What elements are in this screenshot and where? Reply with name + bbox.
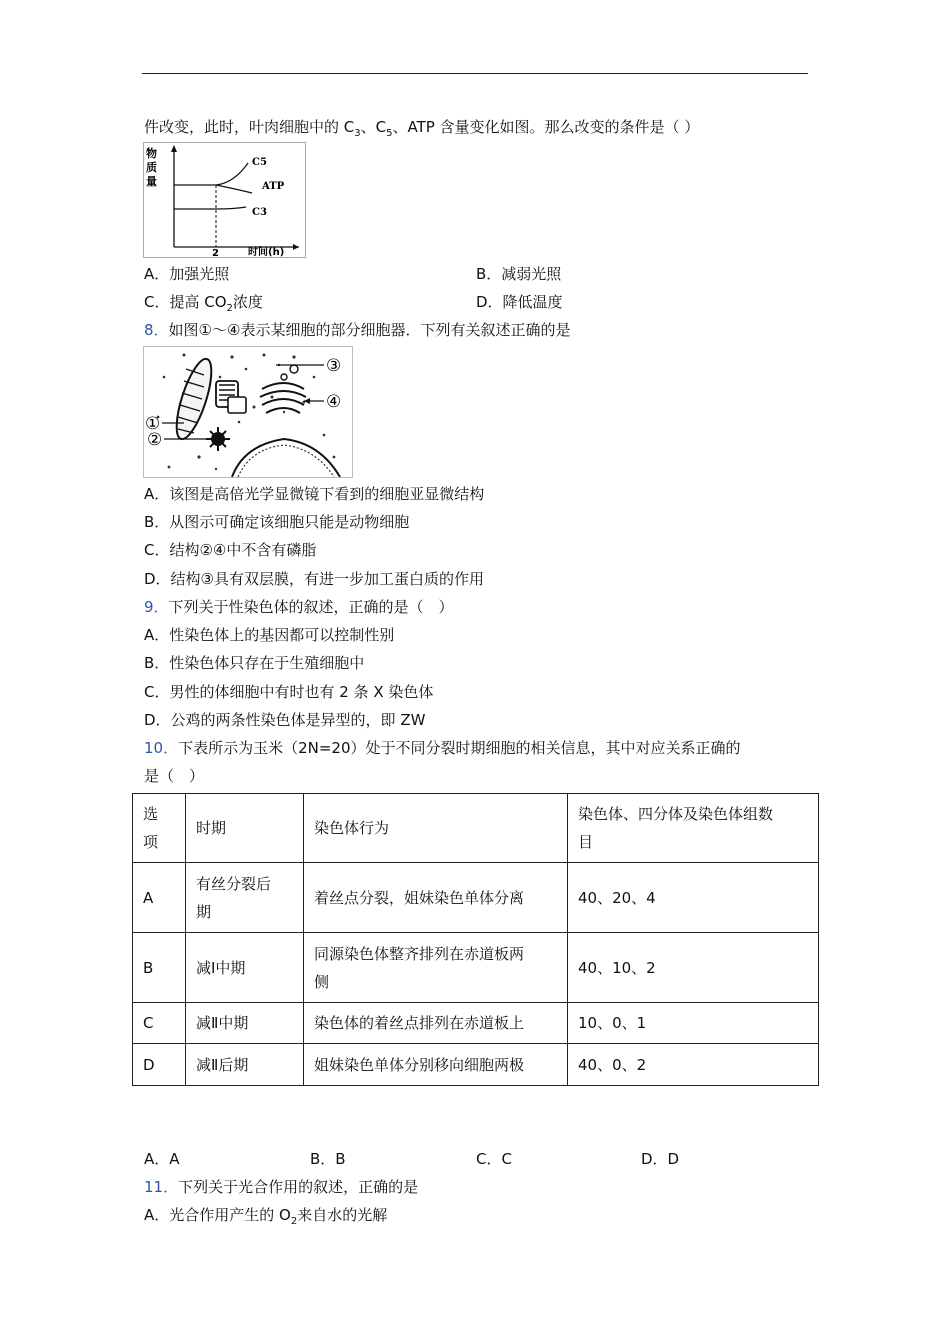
q11-option-a[interactable]: A．光合作用产生的 $O_2$来自水的光解	[144, 1206, 388, 1227]
q10-stem-line2: 是（ ）	[144, 767, 205, 785]
cell-option: B	[133, 933, 186, 1003]
q11-stem: 11．下列关于光合作用的叙述，正确的是	[144, 1178, 419, 1196]
q9-option-a[interactable]: A．性染色体上的基因都可以控制性别	[144, 626, 395, 644]
organelle-illustration	[144, 347, 352, 477]
q7-figure	[143, 142, 306, 258]
cell-behavior: 同源染色体整齐排列在赤道板两 侧	[304, 933, 568, 1003]
cell-behavior: 着丝点分裂，姐妹染色单体分离	[304, 863, 568, 933]
table-row	[133, 863, 819, 933]
q8-option-b[interactable]: B．从图示可确定该细胞只能是动物细胞	[144, 513, 410, 531]
header-cell-behavior: 染色体行为	[304, 794, 568, 863]
cell-counts: 10、0、1	[568, 1003, 819, 1044]
header-cell-counts: 染色体、四分体及染色体组数 目	[568, 794, 819, 863]
q7-option-c[interactable]: C．提高 $CO_2$浓度	[144, 293, 263, 314]
cell-period: 有丝分裂后 期	[186, 863, 304, 933]
q10-stem-line1: 10．下表所示为玉米（2N=20）处于不同分裂时期细胞的相关信息，其中对应关系正确的	[144, 739, 741, 757]
cell-behavior: 染色体的着丝点排列在赤道板上	[304, 1003, 568, 1044]
x-tick-2: 2	[212, 248, 219, 257]
q9-option-b[interactable]: B．性染色体只存在于生殖细胞中	[144, 654, 365, 672]
q7-option-b[interactable]: B．减弱光照	[476, 265, 562, 283]
nucleus-shape	[232, 439, 340, 477]
label-atp: ATP	[262, 181, 285, 192]
cell-period: 减Ⅰ中期	[186, 933, 304, 1003]
q7-stem: 件改变，此时，叶肉细胞中的 $C_3$、$C_5$、ATP 含量变化如图。那么改变的条件是（ ）	[144, 118, 700, 139]
header-cell-period: 时期	[186, 794, 304, 863]
cell-option: A	[133, 863, 186, 933]
golgi-shape	[260, 365, 306, 413]
table-row	[133, 933, 819, 1003]
q10-option-c[interactable]: C．C	[476, 1150, 512, 1168]
y-label-1: 物	[146, 147, 157, 160]
label-c3: C3	[252, 207, 267, 218]
header-cell-option: 选 项	[133, 794, 186, 863]
q8-stem: 8．如图①～④表示某细胞的部分细胞器．下列有关叙述正确的是	[144, 321, 571, 339]
cell-counts: 40、0、2	[568, 1044, 819, 1086]
marker-4: ④	[326, 392, 342, 412]
q10-table	[132, 793, 819, 1086]
marker-3: ③	[326, 356, 342, 376]
curve-atp	[216, 185, 252, 193]
q7-option-d[interactable]: D．降低温度	[476, 293, 563, 311]
label-c5: C5	[252, 157, 267, 168]
marker-1: ①	[145, 414, 161, 434]
x-axis-arrow	[293, 244, 299, 250]
q8-option-d[interactable]: D．结构③具有双层膜，有进一步加工蛋白质的作用	[144, 570, 484, 588]
q10-option-d[interactable]: D．D	[641, 1150, 680, 1168]
q10-option-b[interactable]: B．B	[310, 1150, 346, 1168]
table-row	[133, 1003, 819, 1044]
y-label-2: 质	[146, 161, 157, 174]
curve-c3	[174, 207, 246, 209]
table-row	[133, 1044, 819, 1086]
cell-option: C	[133, 1003, 186, 1044]
q7-line-chart	[144, 143, 305, 257]
cell-behavior: 姐妹染色单体分别移向细胞两极	[304, 1044, 568, 1086]
cell-counts: 40、10、2	[568, 933, 819, 1003]
y-axis-arrow	[171, 145, 177, 152]
q7-option-a[interactable]: A．加强光照	[144, 265, 230, 283]
table-header-row	[133, 794, 819, 863]
q9-option-d[interactable]: D．公鸡的两条性染色体是异型的，即 ZW	[144, 711, 426, 729]
curve-c5	[174, 163, 248, 185]
q8-option-c[interactable]: C．结构②④中不含有磷脂	[144, 541, 317, 559]
q8-figure	[143, 346, 353, 478]
q9-stem: 9．下列关于性染色体的叙述，正确的是（ ）	[144, 598, 454, 616]
cell-period: 减Ⅱ后期	[186, 1044, 304, 1086]
cell-period: 减Ⅱ中期	[186, 1003, 304, 1044]
q9-option-c[interactable]: C．男性的体细胞中有时也有 2 条 X 染色体	[144, 683, 434, 701]
marker-2: ②	[147, 430, 163, 450]
q10-option-a[interactable]: A．A	[144, 1150, 180, 1168]
header-rule	[142, 73, 808, 74]
cell-counts: 40、20、4	[568, 863, 819, 933]
cell-option: D	[133, 1044, 186, 1086]
q8-option-a[interactable]: A．该图是高倍光学显微镜下看到的细胞亚显微结构	[144, 485, 485, 503]
mitochondrion-shape	[170, 355, 219, 442]
y-label-3: 量	[146, 175, 157, 188]
pointer-arrow-4	[304, 398, 310, 404]
x-label: 时间(h)	[248, 247, 285, 257]
centriole-shape	[216, 381, 246, 413]
